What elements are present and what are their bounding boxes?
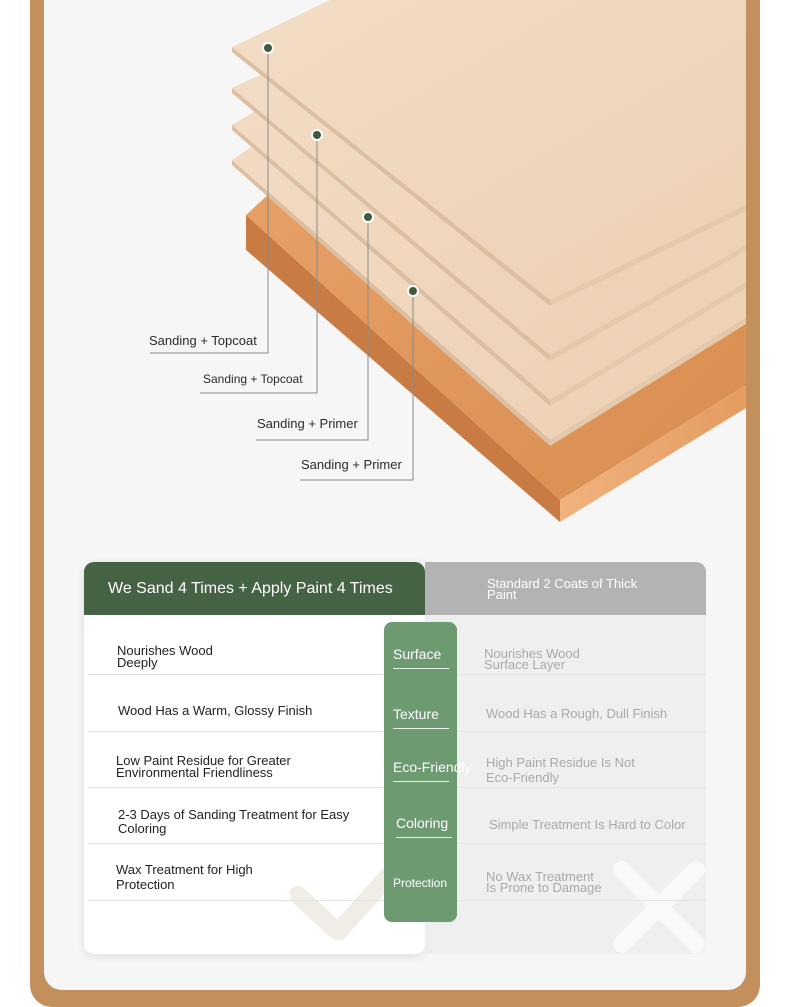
layer-marker-dot (363, 212, 373, 222)
layer-marker-dot (263, 43, 273, 53)
aspect-column (384, 622, 472, 922)
our-row-surface (88, 615, 384, 675)
layer-label-4: Sanding + Primer (301, 457, 402, 472)
standard-row-texture (426, 675, 706, 732)
standard-process-title (425, 562, 706, 615)
our-row-protection-text: Wax Treatment for High Protection (116, 862, 253, 892)
our-row-texture (88, 675, 384, 732)
standard-row-surface-text: Nourishes Wood Surface Layer (484, 646, 580, 672)
layer-marker-dot (312, 130, 322, 140)
our-row-texture-text: Wood Has a Warm, Glossy Finish (118, 703, 313, 718)
standard-process-title-text: Standard 2 Coats of Thick Paint (487, 575, 638, 602)
standard-row-protection (426, 844, 706, 901)
our-process-title: We Sand 4 Times + Apply Paint 4 Times (84, 562, 425, 615)
layer-label-2: Sanding + Topcoat (203, 372, 303, 386)
our-row-coloring-text: 2-3 Days of Sanding Treatment for Easy Coloring (118, 807, 350, 836)
layer-label-1: Sanding + Topcoat (149, 333, 257, 348)
layer-label-3: Sanding + Primer (257, 416, 358, 431)
our-row-coloring (88, 788, 384, 844)
aspect-coloring: Coloring (396, 815, 452, 838)
our-row-eco-text: Low Paint Residue for Greater Environmental Friendliness (116, 753, 291, 780)
standard-row-coloring (426, 788, 706, 844)
standard-row-surface (426, 616, 706, 675)
layer-marker-dot (408, 286, 418, 296)
our-row-eco (88, 732, 384, 788)
aspect-surface: Surface (393, 646, 449, 669)
aspect-protection: Protection (393, 876, 448, 890)
standard-row-eco-text: High Paint Residue Is Not Eco-Friendly (486, 755, 635, 785)
our-row-surface-text: Nourishes Wood Deeply (117, 643, 213, 670)
aspect-texture: Texture (393, 706, 449, 729)
aspect-eco-friendly: Eco-Friendly (393, 759, 449, 782)
standard-row-texture-text: Wood Has a Rough, Dull Finish (486, 706, 668, 721)
standard-row-protection-text: No Wax Treatment Is Prone to Damage (486, 869, 602, 895)
standard-row-coloring-text: Simple Treatment Is Hard to Color (489, 817, 686, 832)
our-row-protection (88, 844, 384, 901)
